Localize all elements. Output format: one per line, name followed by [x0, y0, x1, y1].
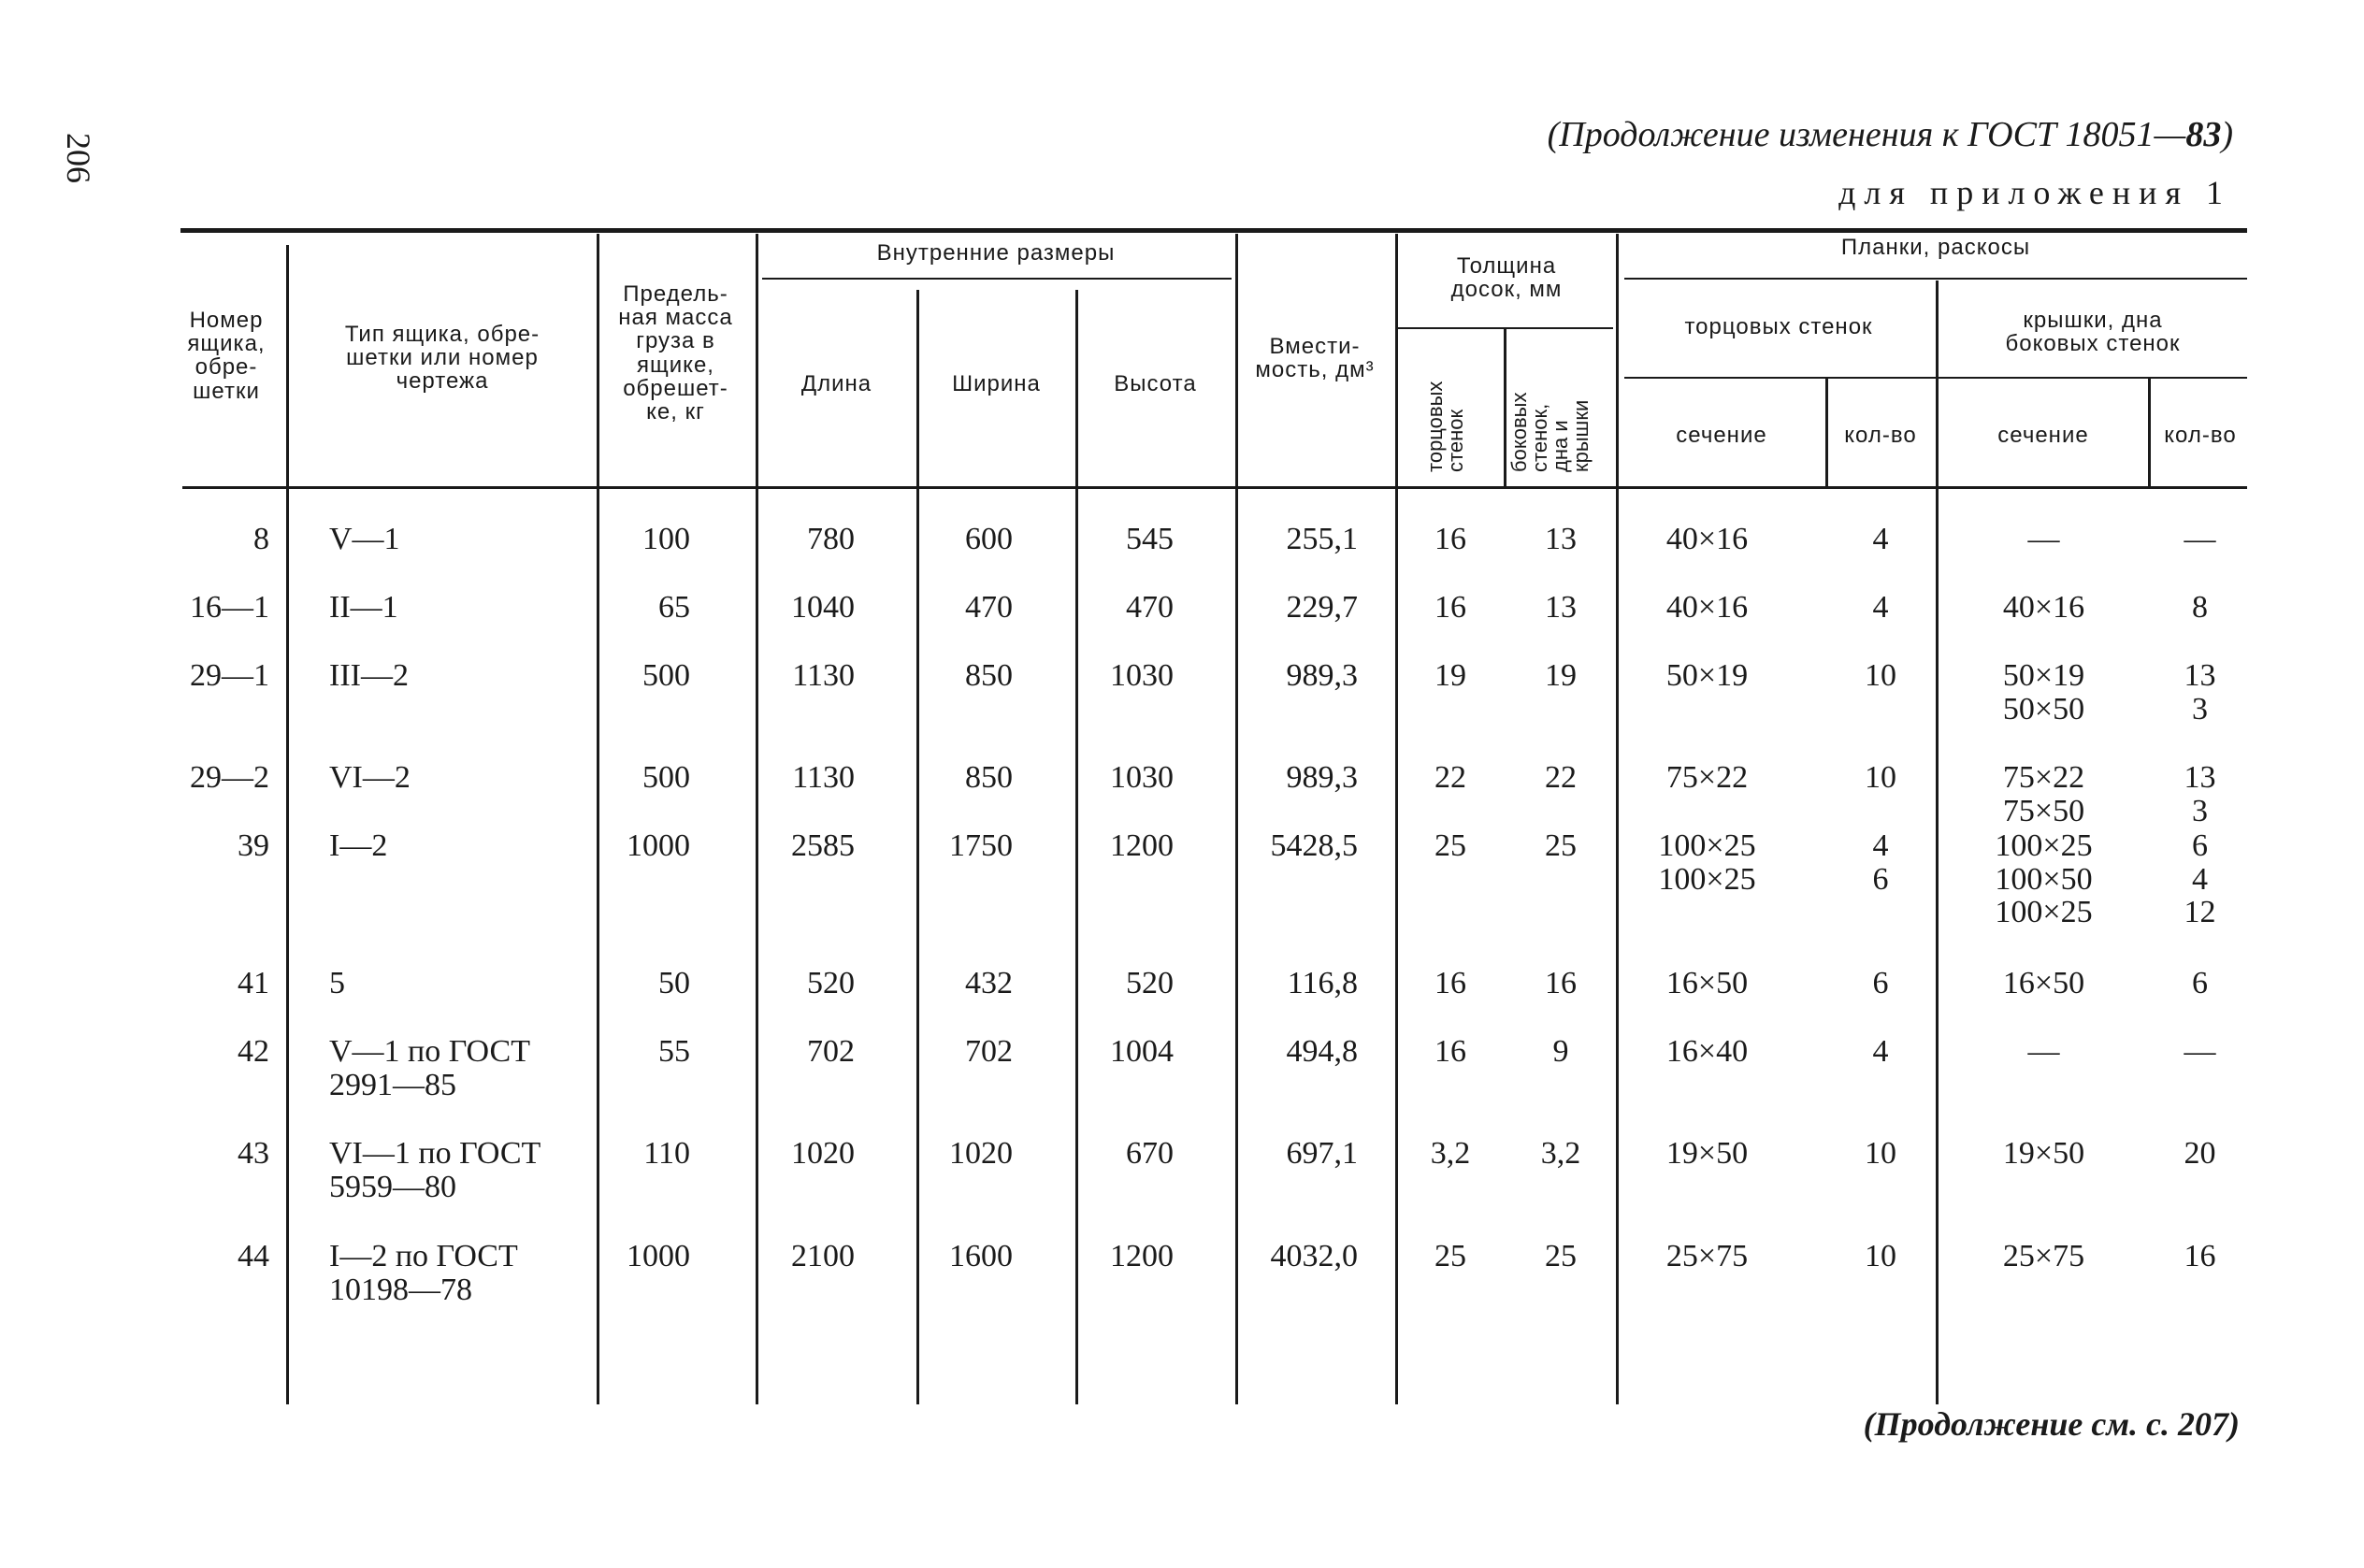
cell-wid: 850 [965, 760, 1013, 795]
cell-wid: 1600 [949, 1239, 1013, 1273]
header-capacity: Вмести- мость, дм³ [1255, 334, 1375, 383]
cell-cap: 255,1 [1286, 522, 1358, 556]
header-lid-qty: кол-во [2164, 423, 2237, 448]
col-divider [1395, 234, 1398, 1404]
page-number: 206 [60, 133, 97, 183]
cell-len: 1040 [791, 590, 855, 625]
cell-hgt: 670 [1126, 1136, 1174, 1171]
header-end-qty: кол-во [1844, 423, 1917, 448]
appendix-label: для приложения 1 [1838, 174, 2231, 211]
cell-lid-qty: 13 3 [2184, 658, 2216, 726]
cell-mass: 100 [642, 522, 690, 556]
cell-mass: 1000 [627, 1239, 690, 1273]
cell-end-qty: 4 [1872, 522, 1889, 556]
cell-end-qty: 4 [1872, 1034, 1889, 1069]
cell-type: I—2 [329, 828, 388, 863]
cell-end-qty: 10 [1865, 658, 1896, 693]
cell-lid-qty: 20 [2184, 1136, 2216, 1171]
header-end-walls: торцовых стенок [1684, 314, 1873, 339]
cell-lid-qty: — [2184, 522, 2216, 556]
cell-end-sec: 16×40 [1665, 1034, 1749, 1069]
col-divider [1235, 234, 1238, 1404]
header-thickness: Толщина досок, мм [1450, 253, 1563, 303]
cell-mass: 500 [642, 760, 690, 795]
cell-t-end: 25 [1434, 1239, 1466, 1273]
cell-t-end: 25 [1434, 828, 1466, 863]
slats-rule [1624, 278, 2247, 280]
header-inner-dims: Внутренние размеры [876, 240, 1116, 266]
cell-cap: 4032,0 [1270, 1239, 1358, 1273]
cell-cap: 494,8 [1286, 1034, 1358, 1069]
header-height: Высота [1114, 371, 1197, 396]
cell-end-sec: 40×16 [1665, 522, 1749, 556]
header-lid-section: сечение [1997, 423, 2089, 448]
cell-wid: 470 [965, 590, 1013, 625]
inner-dims-rule [762, 278, 1232, 280]
col-divider [756, 234, 758, 1404]
cell-cap: 697,1 [1286, 1136, 1358, 1171]
cell-end-sec: 25×75 [1665, 1239, 1749, 1273]
cell-t-side: 16 [1545, 966, 1577, 1000]
cell-hgt: 1004 [1110, 1034, 1174, 1069]
cell-t-side: 9 [1552, 1034, 1569, 1069]
cell-hgt: 1200 [1110, 1239, 1174, 1273]
cell-end-qty: 4 6 [1872, 828, 1889, 897]
cell-hgt: 1200 [1110, 828, 1174, 863]
cell-lid-sec: 25×75 [2002, 1239, 2085, 1273]
cell-hgt: 520 [1126, 966, 1174, 1000]
continuation-footer: (Продолжение см. с. 207) [1863, 1405, 2240, 1443]
cell-num: 43 [238, 1136, 269, 1171]
header-length: Длина [800, 371, 872, 396]
cell-num: 8 [253, 522, 269, 556]
cell-mass: 500 [642, 658, 690, 693]
cell-t-side: 19 [1545, 658, 1577, 693]
header-number: Номер ящика, обре- шетки [187, 308, 266, 404]
col-divider [1616, 234, 1619, 1404]
header-width: Ширина [952, 371, 1041, 396]
cell-end-sec: 50×19 [1665, 658, 1749, 693]
cell-wid: 850 [965, 658, 1013, 693]
cell-type: VI—1 по ГОСТ 5959—80 [329, 1136, 541, 1204]
cell-t-side: 3,2 [1540, 1136, 1581, 1171]
cell-num: 16—1 [190, 590, 269, 625]
col-divider [286, 245, 289, 1404]
cell-lid-sec: — [2027, 522, 2060, 556]
cell-hgt: 545 [1126, 522, 1174, 556]
cell-t-side: 25 [1545, 828, 1577, 863]
cell-lid-sec: 19×50 [2002, 1136, 2085, 1171]
cell-lid-sec: 16×50 [2002, 966, 2085, 1000]
cell-t-end: 16 [1434, 590, 1466, 625]
cell-t-side: 25 [1545, 1239, 1577, 1273]
table-top-rule [180, 228, 2247, 233]
cell-wid: 1020 [949, 1136, 1013, 1171]
cell-mass: 1000 [627, 828, 690, 863]
cell-lid-qty: 8 [2192, 590, 2208, 625]
cell-lid-sec: 40×16 [2002, 590, 2085, 625]
col-divider [1504, 329, 1506, 486]
cell-len: 520 [807, 966, 855, 1000]
header-bold: 83 [2185, 115, 2222, 154]
cell-type: II—1 [329, 590, 398, 625]
cell-type: VI—2 [329, 760, 411, 795]
cell-num: 42 [238, 1034, 269, 1069]
cell-lid-sec: — [2027, 1034, 2060, 1069]
cell-t-end: 19 [1434, 658, 1466, 693]
cell-type: V—1 [329, 522, 400, 556]
cell-t-end: 16 [1434, 1034, 1466, 1069]
cell-t-end: 3,2 [1430, 1136, 1471, 1171]
cell-mass: 110 [643, 1136, 690, 1171]
cell-t-end: 16 [1434, 522, 1466, 556]
cell-len: 1020 [791, 1136, 855, 1171]
header-thick-end: торцовых стенок [1423, 381, 1467, 472]
cell-lid-sec: 75×22 75×50 [2002, 760, 2085, 828]
header-slats: Планки, раскосы [1840, 235, 2031, 260]
cell-num: 39 [238, 828, 269, 863]
header-suffix: ) [2221, 115, 2233, 154]
cell-type: I—2 по ГОСТ 10198—78 [329, 1239, 518, 1307]
cell-cap: 989,3 [1286, 760, 1358, 795]
cell-end-sec: 75×22 [1665, 760, 1749, 795]
cell-wid: 702 [965, 1034, 1013, 1069]
cell-cap: 229,7 [1286, 590, 1358, 625]
cell-end-sec: 16×50 [1665, 966, 1749, 1000]
cell-t-side: 13 [1545, 522, 1577, 556]
cell-mass: 55 [658, 1034, 690, 1069]
header-type: Тип ящика, обре- шетки или номер чертежа [344, 322, 541, 395]
cell-num: 29—2 [190, 760, 269, 795]
cell-hgt: 470 [1126, 590, 1174, 625]
cell-mass: 50 [658, 966, 690, 1000]
cell-hgt: 1030 [1110, 658, 1174, 693]
cell-t-end: 16 [1434, 966, 1466, 1000]
cell-cap: 989,3 [1286, 658, 1358, 693]
cell-num: 41 [238, 966, 269, 1000]
header-thick-side: боковых стенок, дна и крышки [1507, 392, 1593, 472]
cell-end-sec: 40×16 [1665, 590, 1749, 625]
header-prefix: (Продолжение изменения к ГОСТ 18051— [1547, 115, 2186, 154]
cell-end-qty: 10 [1865, 1239, 1896, 1273]
cell-type: III—2 [329, 658, 409, 693]
cell-wid: 600 [965, 522, 1013, 556]
cell-wid: 432 [965, 966, 1013, 1000]
cell-t-side: 13 [1545, 590, 1577, 625]
cell-hgt: 1030 [1110, 760, 1174, 795]
cell-type: 5 [329, 966, 345, 1000]
cell-lid-sec: 100×25 100×50 100×25 [1995, 828, 2093, 930]
cell-lid-qty: 13 3 [2184, 760, 2216, 828]
cell-num: 29—1 [190, 658, 269, 693]
cell-t-end: 22 [1434, 760, 1466, 795]
cell-len: 780 [807, 522, 855, 556]
cell-wid: 1750 [949, 828, 1013, 863]
cell-t-side: 22 [1545, 760, 1577, 795]
header-end-section: сечение [1676, 423, 1767, 448]
cell-end-sec: 100×25 100×25 [1658, 828, 1756, 897]
cell-lid-sec: 50×19 50×50 [2002, 658, 2085, 726]
header-lid-walls: крышки, дна боковых стенок [2005, 308, 2181, 357]
cell-len: 702 [807, 1034, 855, 1069]
cell-cap: 116,8 [1287, 966, 1358, 1000]
cell-lid-qty: — [2184, 1034, 2216, 1069]
cell-end-sec: 19×50 [1665, 1136, 1749, 1171]
cell-len: 1130 [792, 658, 855, 693]
cell-lid-qty: 16 [2184, 1239, 2216, 1273]
cell-len: 2100 [791, 1239, 855, 1273]
cell-type: V—1 по ГОСТ 2991—85 [329, 1034, 530, 1102]
cell-len: 2585 [791, 828, 855, 863]
cell-end-qty: 4 [1872, 590, 1889, 625]
cell-end-qty: 10 [1865, 760, 1896, 795]
cell-num: 44 [238, 1239, 269, 1273]
cell-mass: 65 [658, 590, 690, 625]
cell-end-qty: 6 [1872, 966, 1889, 1000]
cell-cap: 5428,5 [1270, 828, 1358, 863]
cell-len: 1130 [792, 760, 855, 795]
cell-lid-qty: 6 [2192, 966, 2208, 1000]
cell-end-qty: 10 [1865, 1136, 1896, 1171]
cell-lid-qty: 6 4 12 [2184, 828, 2216, 930]
header-mass: Предель- ная масса груза в ящике, обрешет- ке, кг [618, 281, 733, 424]
